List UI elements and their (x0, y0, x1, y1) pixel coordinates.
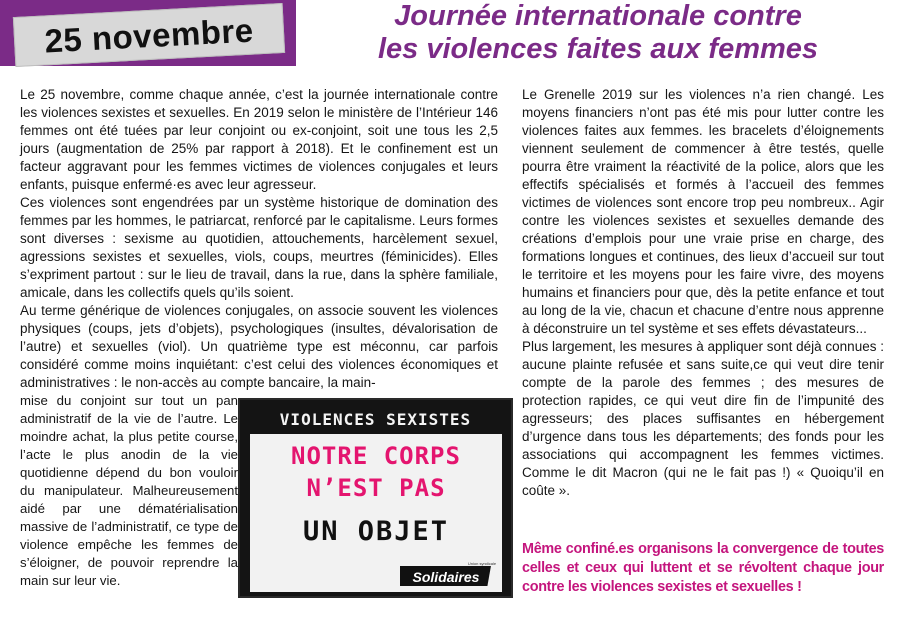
poster-top-text: VIOLENCES SEXISTES (279, 410, 472, 429)
article-paragraph: mise du conjoint sur tout un pan administratif de la vie de l’autre. Le moindre achat, la plus petite course, l’acte le plus anodin de la vie quotidienne dépend du bon vouloir du manipulateur. Malheureusement aidé par une dématérialisation massive de l’administratif, ce type de violence empêche les femmes de s’éloigner, de pouvoir reprendre la main sur leur vie. (20, 393, 238, 588)
poster-card (250, 434, 502, 592)
svg-text:Solidaires: Solidaires (412, 569, 480, 585)
article-paragraph: Au terme générique de violences conjugales, on associe souvent les violences physiques (coups, jets d’objets), psychologiques (insultes, dévalorisation de l’autre) et sexuelles (viol). Un quatrième type est méconnu, car parfois considéré comme moins inquiétant: c’est celui des violences économiques et administratives : le non-accès au compte bancaire, la main- (20, 303, 498, 390)
headline-line-2: les violences faites aux femmes (377, 33, 819, 65)
article-paragraph: Le 25 novembre, comme chaque année, c’est la journée internationale contre les violences sexistes et sexuelles. En 2019 selon le ministère de l’Intérieur 146 femmes ont été tuées par leur conjoint ou ex-conjoint, soit une tous les 2,5 jours (augmentation de 25% par rapport à 2018). Et le confinement est un facteur aggravant pour les femmes victimes de violences conjugales et leurs enfants, puisque enfermé·es avec leur agresseur. (20, 87, 498, 192)
article-paragraph: Ces violences sont engendrées par un système historique de domination des femmes par les hommes, le patriarcat, renforcé par le capitalisme. Leurs formes sont diverses : sexisme au quotidien, attouchements, harcèlement sexuel, agressions sexistes et sexuelles, viols, coups, meurtres (féminicides). Elles s’expriment partout : sur le lieu de travail, dans la rue, dans la sphère familiale, amicale, dans les collectifs quels qu’ils soient. (20, 195, 498, 300)
solidaires-logo (400, 560, 496, 590)
headline (300, 0, 896, 66)
date-label: 25 novembre (13, 3, 285, 67)
poster-line-3: UN OBJET (302, 516, 450, 547)
poster-line-2: N’EST PAS (306, 474, 446, 502)
poster-image (238, 398, 513, 598)
article-paragraph: Le Grenelle 2019 sur les violences n’a rien changé. Les moyens financiers n’ont pas été mis pour lutter contre les violences faites aux femmes. les bracelets d’éloignements viennent seulement de commencer à être testés, quelle pourra être vraiment la réactivité de la police, alors que les effectifs spécialisés et formés à l’accueil des femmes victimes de violences sont encore trop peu nombreux.. Agir contre les violences sexistes et sexuelles demande des créations d’emplois pour une vraie prise en charge, des formations longues et continues, des lieux d’accueil sur tout le territoire et les moyens pour les faire vivre, des moyens humains et financiers pour que, dès la petite enfance et tout au long de la vie, chacun et chacune d’entre nous apprenne à déconstruire un tel système et ses effets dévastateurs... (522, 87, 884, 336)
article-left-column (20, 86, 498, 392)
article-right-column (522, 86, 884, 500)
date-badge (0, 0, 296, 66)
article-left-narrow-column (20, 392, 238, 590)
closing-statement: Même confiné.es organisons la convergence de toutes celles et ceux qui luttent et se révoltent chaque jour contre les violences sexistes et sexuelles ! (522, 541, 884, 595)
svg-text:Union syndicale: Union syndicale (467, 561, 496, 566)
poster-line-1: NOTRE CORPS (291, 442, 461, 470)
article-paragraph: Plus largement, les mesures à appliquer sont déjà connues : aucune plainte refusée et sans suite,ce qui veut dire tenir compte de la parole des femmes ; des mesures de protection rapides, ce qui veut dire fin de l’impunité des agresseurs; des places suffisantes en hébergement d’urgence dans tous les départements; des fonds pour les associations qui accompagnent les femmes victimes. Comme le dit Macron (qui ne le fait pas !) « Quoiqu’il en coûte ». (522, 339, 884, 498)
headline-line-1: Journée internationale contre (394, 0, 802, 32)
